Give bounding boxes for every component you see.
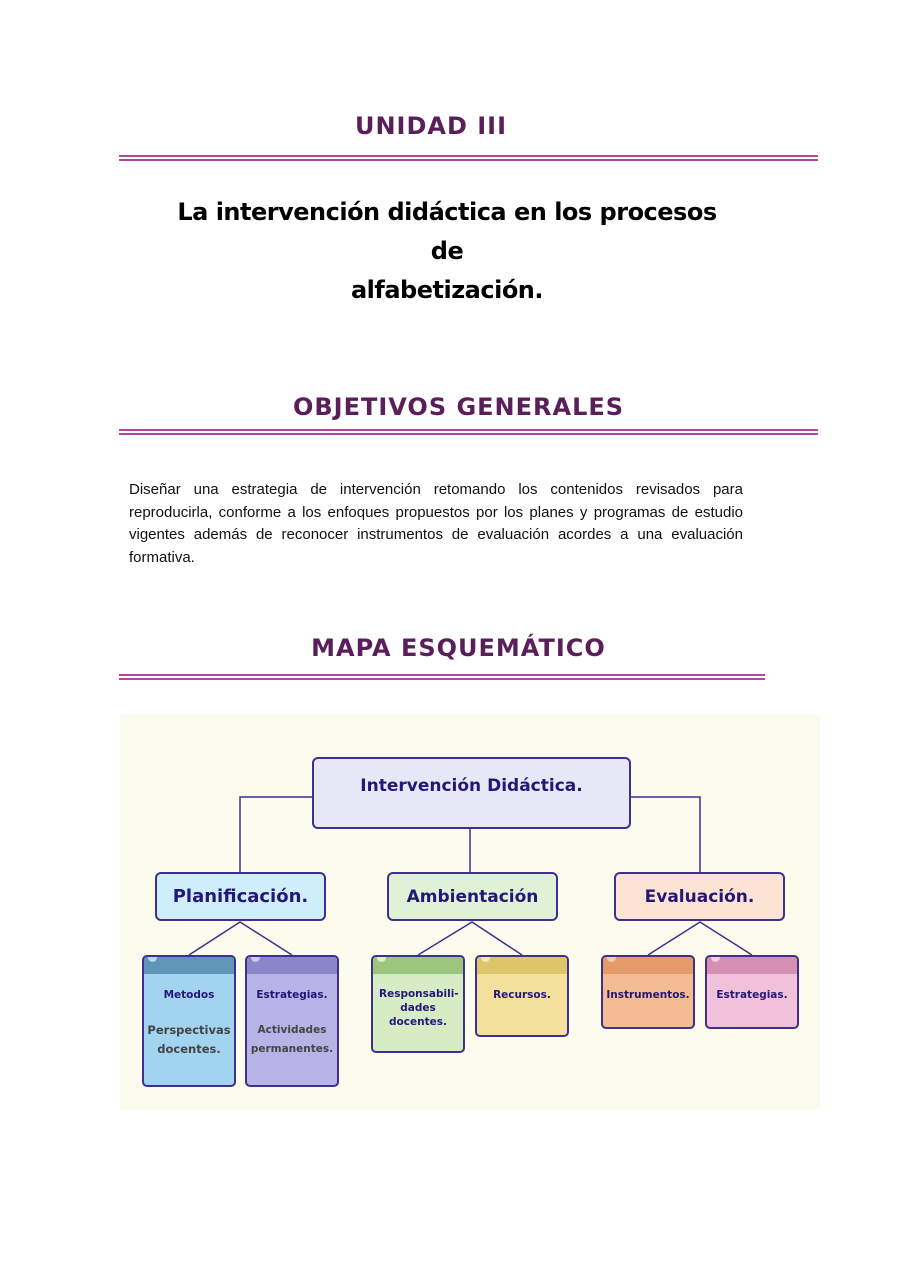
unit-subtitle-line-1: La intervención didáctica en los procesos de bbox=[177, 198, 717, 265]
card-title: Instrumentos. bbox=[606, 989, 690, 1001]
card-title: Responsabili-dades docentes. bbox=[379, 988, 459, 1028]
map-divider bbox=[119, 674, 765, 680]
card-header-band bbox=[373, 957, 463, 974]
card-metodos bbox=[142, 955, 236, 1087]
card-recursos bbox=[475, 955, 569, 1037]
branch-planificacion-label: Planificación. bbox=[172, 886, 309, 907]
card-estrategias-evaluacion bbox=[705, 955, 799, 1029]
card-estrategias-planificacion bbox=[245, 955, 339, 1087]
objectives-text: Diseñar una estrategia de intervención retomando los contenidos revisados para reproducirla, conforme a los enfoques propuestos por los planes y programas de estudio vigentes además de reconocer instrumentos de evaluación acordes a una evaluación formativa. bbox=[129, 481, 743, 566]
unit-subtitle-line-2: alfabetización. bbox=[350, 276, 544, 304]
card-title: Estrategias. bbox=[256, 989, 328, 1001]
objectives-divider bbox=[119, 429, 818, 435]
card-responsabilidades bbox=[371, 955, 465, 1053]
branch-ambientacion-label: Ambientación bbox=[406, 886, 539, 907]
map-root-node bbox=[312, 757, 631, 829]
card-header-band bbox=[144, 957, 234, 974]
card-detail: Actividades permanentes. bbox=[250, 1024, 334, 1055]
connector-root-planificacion bbox=[240, 797, 312, 872]
connector-ambientacion-cards bbox=[418, 922, 522, 955]
card-detail: Perspectivas docentes. bbox=[147, 1023, 231, 1056]
card-title: Metodos bbox=[163, 989, 215, 1001]
card-header-band bbox=[247, 957, 337, 974]
card-instrumentos bbox=[601, 955, 695, 1029]
branch-planificacion bbox=[155, 872, 326, 921]
branch-evaluacion-label: Evaluación. bbox=[644, 886, 755, 907]
card-header-band bbox=[603, 957, 693, 974]
schematic-map bbox=[120, 715, 820, 1109]
card-title: Recursos. bbox=[493, 989, 551, 1001]
card-header-band bbox=[707, 957, 797, 974]
connector-evaluacion-cards bbox=[648, 922, 752, 955]
unit-title: UNIDAD III bbox=[354, 112, 508, 140]
branch-evaluacion bbox=[614, 872, 785, 921]
connector-root-evaluacion bbox=[631, 797, 700, 872]
unit-subtitle bbox=[160, 193, 734, 310]
connector-planificacion-cards bbox=[189, 922, 292, 955]
branch-ambientacion bbox=[387, 872, 558, 921]
heading-divider bbox=[119, 155, 818, 161]
card-title: Estrategias. bbox=[716, 989, 788, 1001]
card-header-band bbox=[477, 957, 567, 974]
map-root-label: Intervención Didáctica. bbox=[360, 776, 583, 796]
objectives-title: OBJETIVOS GENERALES bbox=[292, 393, 625, 421]
map-title: MAPA ESQUEMÁTICO bbox=[311, 634, 606, 662]
